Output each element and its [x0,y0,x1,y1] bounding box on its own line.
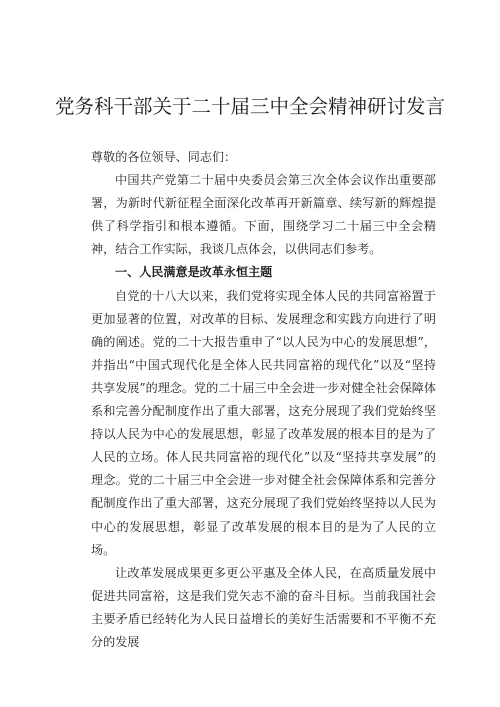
salutation: 尊敬的各位领导、同志们： [91,150,237,164]
body-paragraph: 自党的十八大以来，我们党将实现全体人民的共同富裕置于更加显著的位置，对改革的目标、发展理念和实践方向进行了明确的阐述。党的二十大报告重申了“以人民为中心的发展思想”，并指出“中国式现代化是全体人民共同富裕的现代化”以及“坚持共享发展”的理念。党的二十届三中全会进一步对健全社会保障体系和完善分配制度作出了重大部署，这充分展现了我们党始终坚持以人民为中心的发展思想，彰显了改革发展的根本目的是为了人民的立场。体人民共同富裕的现代化”以及“坚持共享发展”的理念。党的二十届三中全会进一步对健全社会保障体系和完善分配制度作出了重大部署，这充分展现了我们党始终坚持以人民为中心的发展思想，彰显了改革发展的根本目的是为了人民的立场。 [91,288,436,557]
intro-paragraph: 中国共产党第二十届中央委员会第三次全体会议作出重要部署，为新时代新征程全面深化改革再开新篇章、续写新的辉煌提供了科学指引和根本遵循。下面，围绕学习二十届三中全会精神，结合工作实际，我谈几点体会，以供同志们参考。 [91,173,436,257]
document-body [91,146,436,654]
body-paragraph: 让改革发展成果更多更公平惠及全体人民，在高质量发展中促进共同富裕，这是我们党矢志不渝的奋斗目标。当前我国社会主要矛盾已经转化为人民日益增长的美好生活需要和不平衡不充分的发展 [91,565,436,649]
section-heading: 一、人民满意是改革永恒主题 [115,265,273,280]
document-title: 党务科干部关于二十届三中全会精神研讨发言 [54,95,445,118]
